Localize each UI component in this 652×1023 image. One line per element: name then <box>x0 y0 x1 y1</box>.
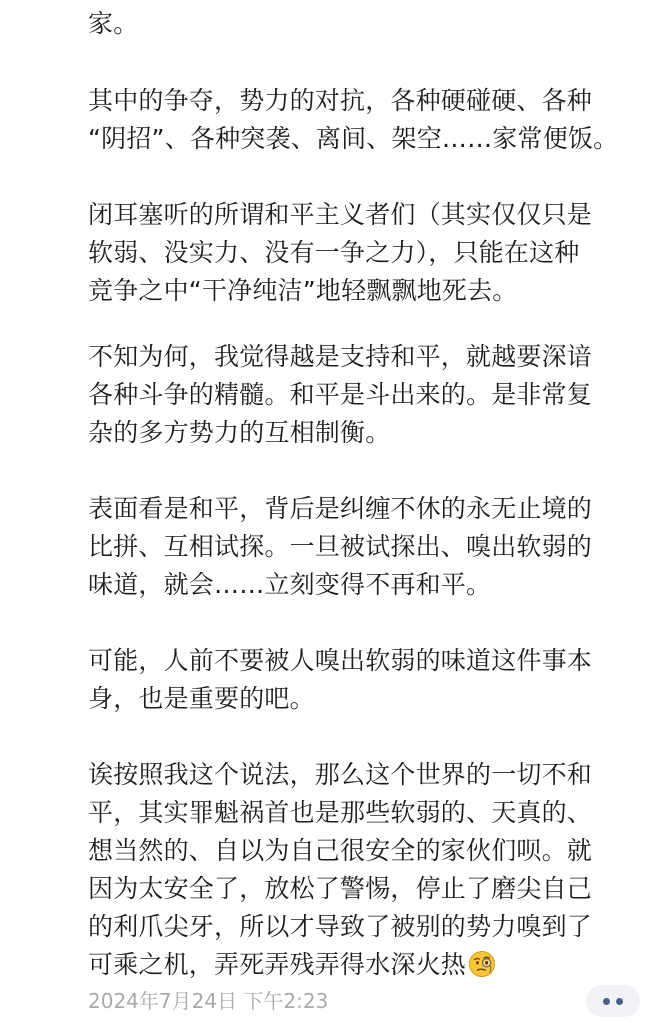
post-text-line: 诶按照我这个说法，那么这个世界的一切不和 <box>88 760 593 789</box>
more-dots-icon <box>603 998 610 1005</box>
more-dots-icon <box>616 998 623 1005</box>
more-options-button[interactable] <box>586 985 640 1017</box>
post-text-line: 家。 <box>88 9 139 38</box>
post-text-line: “阴招”、各种突袭、离间、架空……家常便饭。 <box>88 124 619 153</box>
post-text-line: 平，其实罪魁祸首也是那些软弱的、天真的、 <box>88 798 593 827</box>
post-text-line: 表面看是和平，背后是纠缠不休的永无止境的 <box>88 494 593 523</box>
post-text-line: 想当然的、自以为自己很安全的家伙们呗。就 <box>88 836 593 865</box>
post-text-line: 竞争之中“干净纯洁”地轻飘飘地死去。 <box>88 276 518 305</box>
post-text-line: 闭耳塞听的所谓和平主义者们（其实仅仅只是 <box>88 200 593 229</box>
post-text-line: 各种斗争的精髓。和平是斗出来的。是非常复 <box>88 380 593 409</box>
post-text-line: 软弱、没实力、没有一争之力），只能在这种 <box>88 238 580 267</box>
face-with-monocle-icon <box>468 950 496 978</box>
post-text-line: 比拼、互相试探。一旦被试探出、嗅出软弱的 <box>88 532 593 561</box>
post-text-line-last <box>88 947 496 983</box>
post-text-line: 身，也是重要的吧。 <box>88 684 315 713</box>
post-text-line: 其中的争夺，势力的对抗，各种硬碰硬、各种 <box>88 86 593 115</box>
post-text-line: 不知为何，我觉得越是支持和平，就越要深谙 <box>88 342 593 371</box>
post-text-line: 因为太安全了，放松了警惕，停止了磨尖自己 <box>88 874 593 903</box>
post-text-line: 的利爪尖牙，所以才导致了被别的势力嗅到了 <box>88 912 593 941</box>
post-text-line: 味道，就会……立刻变得不再和平。 <box>88 570 492 599</box>
post-timestamp: 2024年7月24日 下午2:23 <box>88 989 329 1013</box>
post-text-line: 杂的多方势力的互相制衡。 <box>88 418 391 447</box>
post-text-line: 可乘之机，弄死弄残弄得水深火热 <box>88 950 467 979</box>
post-text-line: 可能，人前不要被人嗅出软弱的味道这件事本 <box>88 646 593 675</box>
